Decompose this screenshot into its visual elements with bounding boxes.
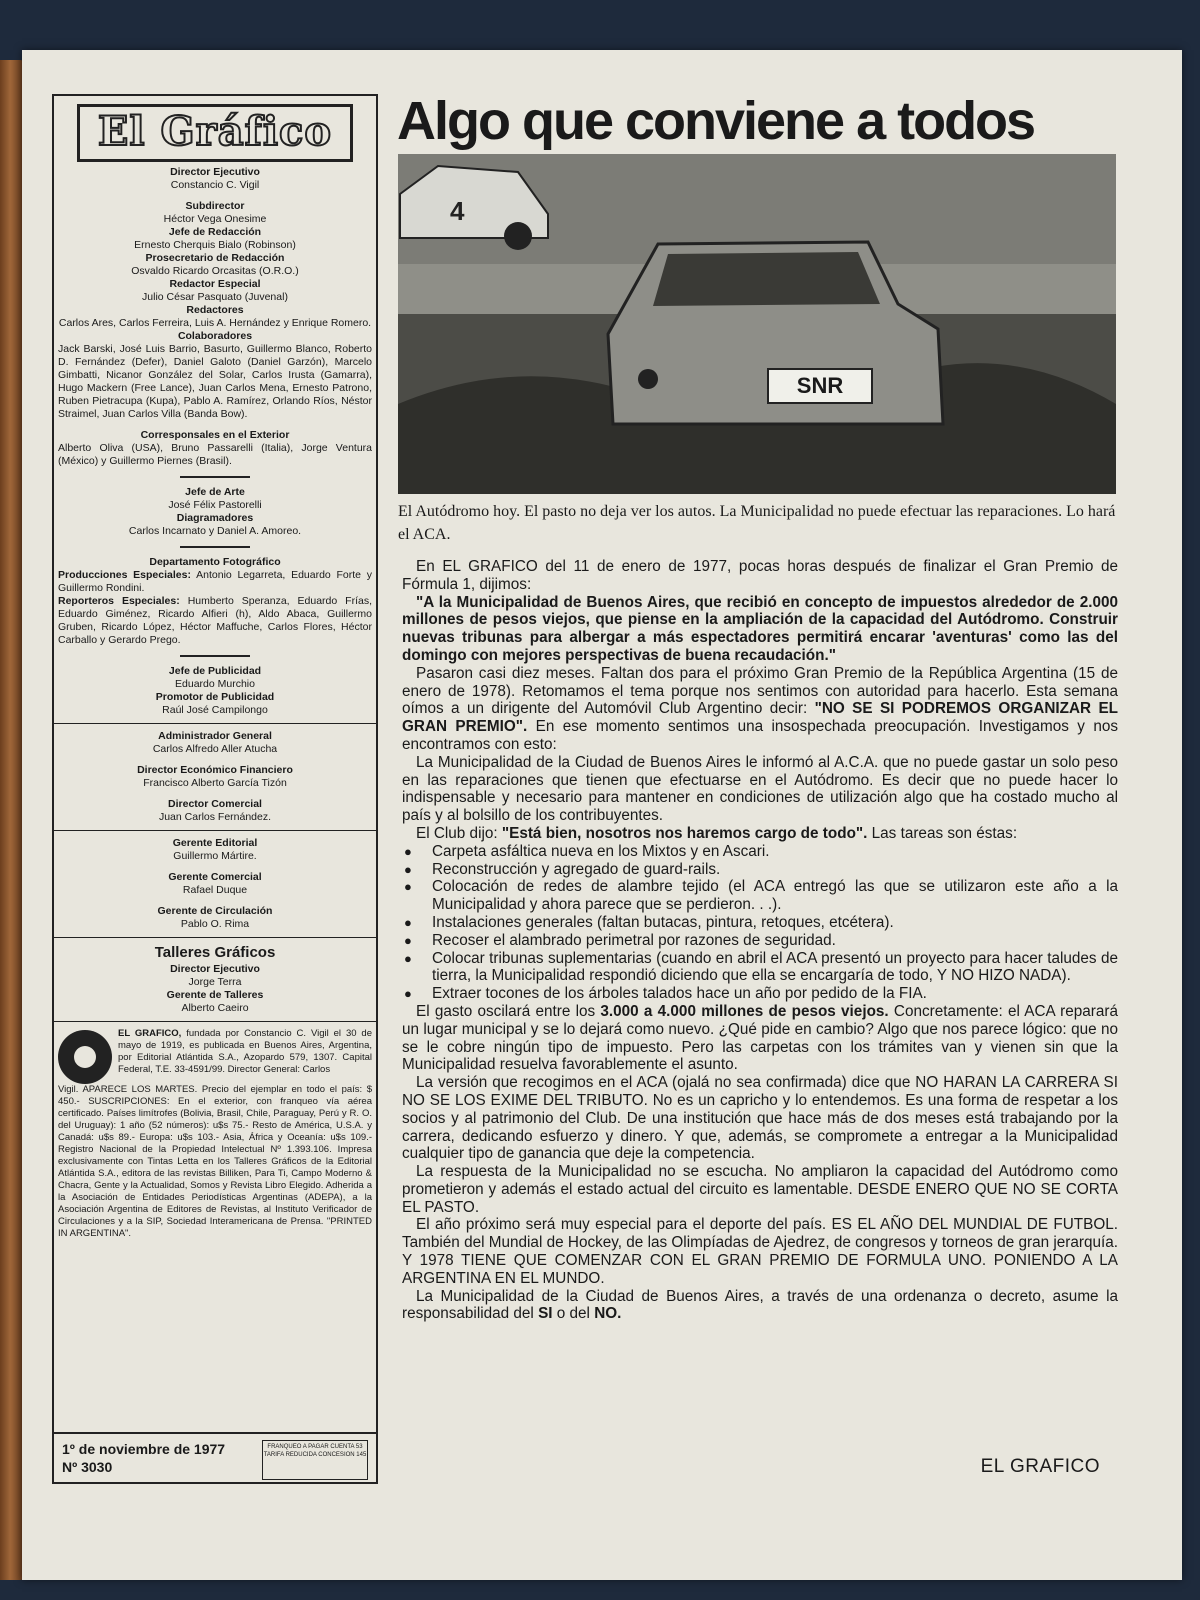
staff-names: Jorge Terra [188, 976, 242, 988]
staff-names: Alberto Oliva (USA), Bruno Passarelli (Italia), Jorge Ventura (México) y Guillermo Piernes (Brasil). [58, 442, 372, 467]
paragraph: El año próximo será muy especial para el deporte del país. ES EL AÑO DEL MUNDIAL DE FUTBOL. También del Mundial de Hockey, de las Olimpíadas de Ajedrez, de congresos y torneos de gran jerarquía. Y 1978 TIENE QUE COMENZAR CON EL GRAN PREMIO DE FORMULA UNO. PONIENDO A LA ARGENTINA EN EL MUNDO. [402, 1216, 1118, 1287]
foto-title: Departamento Fotográfico [149, 556, 281, 568]
foto-producciones: Producciones Especiales: Antonio Legarreta, Eduardo Forte y Guillermo Rondini. [58, 569, 372, 594]
divider [180, 655, 250, 657]
car-number: 4 [450, 196, 465, 226]
magazine-page [22, 50, 1182, 1580]
publicidad-list [54, 665, 376, 717]
staff-role: Jefe de Publicidad [168, 665, 262, 677]
foto-reporteros: Reporteros Especiales: Humberto Speranza, Eduardo Frías, Eduardo Giménez, Ricardo Alfieri (h), Aldo Abaca, Guillermo Gruben, Ricardo López, Héctor Maffuche, Carlos Flores, Héctor Carballo y Gerardo Prego. [58, 595, 373, 646]
paragraph: La versión que recogimos en el ACA (ojalá no sea confirmada) dice que NO HARAN LA CARRERA SI NO SE LOS EXIME DEL TRIBUTO. No es un capricho y lo entendemos. Es una forma de respetar a los socios y al patrimonio del Club. De una institución que hace más de dos meses está trabajando por la carrera, dedicando esfuerzo y dinero. Y que, además, se compromete a entregar a la Municipalidad cualquier tipo de ganancia que deje la competencia. [402, 1074, 1118, 1163]
paragraph: Pasaron casi diez meses. Faltan dos para el próximo Gran Premio de la República Argentina (15 de enero de 1978). Retomamos el tema porque nos sentimos con autoridad para hacerlo. Esta semana oímos a un dirigente del Automóvil Club Argentino decir: "NO SE SI PODREMOS ORGANIZAR EL GRAN PREMIO". En ese momento sentimos una insospechada preocupación. Investigamos y nos encontramos con esto: [402, 664, 1118, 753]
paragraph: La respuesta de la Municipalidad no se escucha. No ampliaron la capacidad del Autódromo como prometieron y además el estado actual del circuito es lamentable. DESDE ENERO QUE NO SE CORTA EL PASTO. [402, 1163, 1118, 1216]
masthead-box [52, 94, 378, 1484]
photo-caption: El Autódromo hoy. El pasto no deja ver los autos. La Municipalidad no puede efectuar las reparaciones. Lo hará el ACA. [398, 503, 1116, 543]
staff-role: Gerente Comercial [168, 871, 262, 883]
staff-names: Osvaldo Ricardo Orcasitas (O.R.O.) [131, 265, 299, 277]
staff-role: Gerente Editorial [172, 837, 258, 849]
atlantida-logo [58, 1030, 112, 1084]
task-item: ● Colocar tribunas suplementarias (cuando en abril el ACA presentó un proyecto para hacer taludes de tierra, la Municipalidad respondió diciendo que ella se encargaría de todo, Y NO HIZO NADA). [402, 950, 1118, 986]
article-body [402, 558, 1118, 1323]
divider [54, 1021, 376, 1022]
divider [54, 723, 376, 724]
task-item: ● Recoser el alambrado perimetral por razones de seguridad. [402, 932, 1118, 950]
staff-role: Redactor Especial [169, 278, 261, 290]
gerentes-list [54, 837, 376, 931]
staff-names: Alberto Caeiro [181, 1002, 249, 1014]
staff-names: Juan Carlos Fernández. [158, 811, 272, 823]
staff-role: Corresponsales en el Exterior [140, 429, 290, 441]
headline: Algo que conviene a todos [397, 91, 1035, 151]
talleres-title: Talleres Gráficos [154, 944, 276, 961]
staff-role: Colaboradores [177, 330, 253, 342]
staff-names: Pablo O. Rima [180, 918, 250, 930]
staff-role: Promotor de Publicidad [155, 691, 275, 703]
staff-role: Redactores [186, 304, 244, 316]
publisher-details: Vigil. APARECE LOS MARTES. Precio del ejemplar en todo el país: $ 450.- SUSCRIPCIONES: En el exterior, con franqueo vía aérea certificado. Países limítrofes (Bolivia, Brasil, Chile, Paraguay, Perú y R. O. del Uruguay): 1 año (52 números): u$s 75.- Resto de América, U.S.A. y Canadá: u$s 89.- Europa: u$s 103.- Asia, África y Oceanía: u$s 109.- Registro Nacional de la Propiedad Intelectual Nº 1.393.106. Impresa exclusivamente con Tintas Letta en los Talleres Gráficos de la Editorial Atlántida S.A., editora de las revistas Billiken, Para Ti, Campo Moderno & Chacra, Gente y la Actualidad, Somos y Revista Libro Elegido. Adherida a la Asociación de Entidades Periodísticas Argentinas (ADEPA), a la Asociación Argentina de Editores de Revistas, al Instituto Verificador de Circulaciones y a la SIP, Sociedad Interamericana de Prensa. "PRINTED IN ARGENTINA". [58, 1084, 372, 1239]
staff-role: Subdirector [185, 200, 245, 212]
staff-names: Constancio C. Vigil [170, 179, 260, 191]
staff-role: Director Ejecutivo [170, 963, 260, 975]
staff-role: Director Comercial [168, 798, 262, 810]
task-item: ● Reconstrucción y agregado de guard-rails. [402, 861, 1118, 879]
task-item: ● Instalaciones generales (faltan butacas, pintura, retoques, etcétera). [402, 914, 1118, 932]
issue-info [54, 1432, 376, 1482]
arte-list [54, 486, 376, 538]
signature: EL GRAFICO [980, 1456, 1100, 1477]
staff-names: Julio César Pasquato (Juvenal) [142, 291, 288, 303]
admin-list [54, 730, 376, 824]
staff-role: Gerente de Circulación [157, 905, 273, 917]
staff-names: Rafael Duque [182, 884, 248, 896]
staff-names: Carlos Ares, Carlos Ferreira, Luis A. Hernández y Enrique Romero. [58, 317, 372, 329]
el-grafico-logo: El Gráfico [77, 104, 353, 162]
staff-names: Eduardo Murchio [175, 678, 255, 690]
divider [180, 546, 250, 548]
staff-names: Raúl José Campilongo [162, 704, 268, 716]
paragraph: El gasto oscilará entre los 3.000 a 4.000 millones de pesos viejos. Concretamente: el ACA reparará un lugar municipal y se lo dejará como nuevo. ¿Qué pide en cambio? Algo que nos parece lógico: que no se le cobre ningún tipo de impuesto. Pero las carpetas con los trámites van y vienen sin que la Municipalidad resuelva favorablemente el asunto. [402, 1002, 1118, 1074]
staff-names: Francisco Alberto García Tizón [143, 777, 287, 789]
divider [54, 830, 376, 831]
staff-names: José Félix Pastorelli [168, 499, 262, 511]
paragraph: En EL GRAFICO del 11 de enero de 1977, pocas horas después de finalizar el Gran Premio de Fórmula 1, dijimos: [402, 558, 1118, 593]
staff-names: Héctor Vega Onesime [163, 213, 267, 225]
staff-names: Guillermo Mártire. [173, 850, 257, 862]
publisher-intro: EL GRAFICO, fundada por Constancio C. Vigil el 30 de mayo de 1919, es publicada en Buenos Aires, Argentina, por Editorial Atlántida S.A., Azopardo 579, 1307. Capital Federal, T.E. 33-4591/99. Director General: Carlos [118, 1028, 372, 1075]
franqueo-stamp: FRANQUEO A PAGAR CUENTA 53 TARIFA REDUCIDA CONCESION 145 [262, 1440, 368, 1480]
publisher-block [54, 1028, 376, 1084]
staff-names: Jack Barski, José Luis Barrio, Basurto, Guillermo Blanco, Roberto D. Fernández (Defer), Daniel Galoto (Daniel Garzón), Marcelo Gimbatti, Nicanor González del Solar, Carlos Irusta (Gamarra), Hugo Mackern (Free Lance), Juan Carlos Mena, Ernesto Patrono, Ruben Pietracupa (Kupa), Pablo A. Ramírez, Orlando Ríos, Néstor Straimel, Juan Carlos Villa (Banda Bow). [58, 343, 372, 420]
talleres-list [54, 963, 376, 1015]
task-item: ● Colocación de redes de alambre tejido (el ACA entregó las que se utilizaron este año a la Municipalidad y ahora parece que se perdieron. . .). [402, 878, 1118, 914]
staff-role: Jefe de Arte [185, 486, 245, 498]
staff-role: Gerente de Talleres [166, 989, 264, 1001]
issue-date: 1º de noviembre de 1977 Nº 3030 [62, 1441, 226, 1475]
staff-role: Jefe de Redacción [168, 226, 262, 238]
photo-illustration [398, 154, 1116, 494]
divider [180, 476, 250, 478]
staff-names: Ernesto Cherquis Bialo (Robinson) [134, 239, 296, 251]
staff-role: Diagramadores [176, 512, 254, 524]
issue-number: Nº 3030 [62, 1459, 113, 1475]
task-item: ● Extraer tocones de los árboles talados hace un año por pedido de la FIA. [402, 985, 1118, 1003]
car-sign: SNR [796, 373, 844, 398]
paragraph: La Municipalidad de la Ciudad de Buenos Aires le informó al A.C.A. que no puede gastar un solo peso en las reparaciones que tienen que efectuarse en el Autódromo. Es decir que no puede hacer lo indispensable y necesario para mantener en condiciones de utilización algo que ha costado mucho al país y al bolsillo de los contribuyentes. [402, 753, 1118, 825]
staff-names: Carlos Incarnato y Daniel A. Amoreo. [128, 525, 302, 537]
task-list [402, 843, 1118, 1003]
quote-paragraph: "A la Municipalidad de Buenos Aires, que recibió en concepto de impuestos alrededor de 2.000 millones de pesos viejos, que piense en la ampliación de la capacidad del Autódromo. Construir nuevas tribunas para albergar a más espectadores permitirá encarar 'aventuras' como las del domingo con mejores perspectivas de buena recaudación." [402, 593, 1118, 664]
staff-list [54, 166, 376, 468]
staff-names: Carlos Alfredo Aller Atucha [152, 743, 278, 755]
autodromo-photo [398, 154, 1116, 494]
task-item: ● Carpeta asfáltica nueva en los Mixtos y en Ascari. [402, 843, 1118, 861]
paragraph: La Municipalidad de la Ciudad de Buenos Aires, a través de una ordenanza o decreto, asume la responsabilidad del SI o del NO. [402, 1287, 1118, 1323]
staff-role: Director Económico Financiero [137, 764, 293, 776]
staff-role: Director Ejecutivo [170, 166, 260, 178]
divider [54, 937, 376, 938]
paragraph: El Club dijo: "Está bien, nosotros nos haremos cargo de todo". Las tareas son éstas: [416, 824, 1018, 842]
staff-role: Prosecretario de Redacción [145, 252, 285, 264]
staff-role: Administrador General [158, 730, 272, 742]
